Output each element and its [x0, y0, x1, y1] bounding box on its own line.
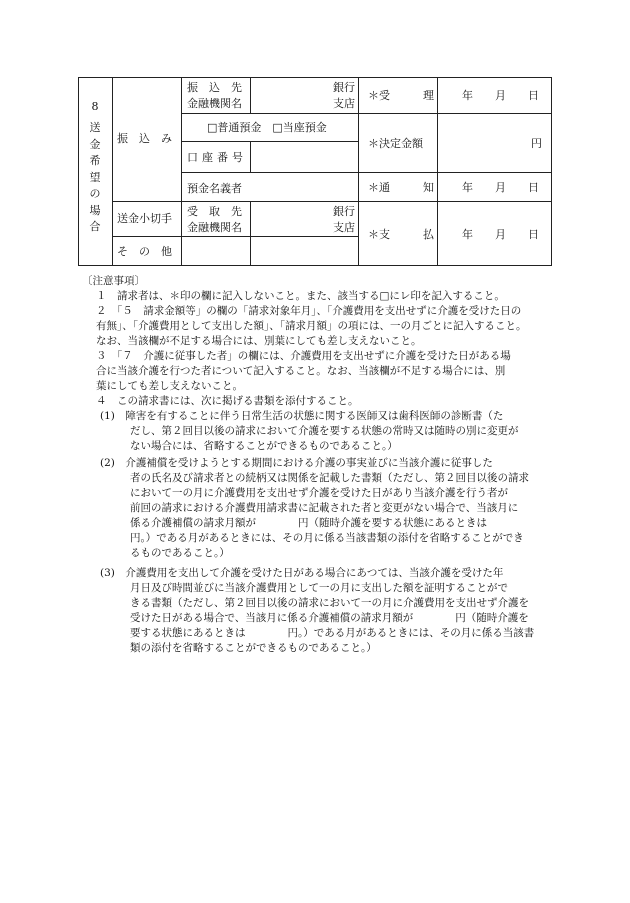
office-juri-date: 年 月 日 [462, 89, 539, 102]
table-hline [358, 172, 552, 173]
section-title-char: 場 [89, 203, 101, 217]
section-title-char: 希 [89, 154, 101, 167]
table-border-top [78, 77, 552, 78]
office-tsuchi-label: ＊通 知 [368, 181, 434, 194]
table-hline [112, 201, 359, 202]
note-line: だし、第２回目以後の請求において介護を要する状態の常時又は随時の別に変更が [130, 425, 519, 437]
section-title [78, 120, 112, 236]
furikomisaki-branch-suffix: 支店 [333, 97, 355, 110]
section-title-char: 合 [89, 220, 101, 233]
office-shiharai-date: 年 月 日 [462, 228, 539, 241]
note-line: 類の添付を省略することができるものであること。） [130, 642, 377, 654]
note-line: きる書類（ただし、第２回目以後の請求において一の月に介護費用を支出せず介護を [130, 597, 529, 609]
note-line: において一の月に介護費用を支出せず介護を受けた日があり当該介護を行う者が [130, 487, 508, 499]
table-vline [250, 141, 251, 172]
office-tsuchi-date: 年 月 日 [462, 181, 539, 194]
note-line: ３ 「７ 介護に従事した者」の欄には、介護費用を支出せずに介護を受けた日がある場 [96, 350, 511, 362]
table-vline [250, 77, 251, 113]
office-juri-label: ＊受 理 [368, 89, 434, 102]
note-line: 合に当該介護を行つた者について記入すること。なお、当該欄が不足する場合には、別 [96, 365, 506, 377]
note-line: ４ この請求書には、次に掲げる書類を添付すること。 [96, 395, 359, 407]
note-line: 前回の請求における介護費用請求書に記載された者と変更がない場合で、当該月に [130, 502, 519, 514]
furikomisaki-bank-suffix: 銀行 [333, 81, 355, 94]
note-line: 月日及び時間並びに当該介護費用として一の月に支出した額を証明することがで [130, 582, 508, 594]
account-holder-label: 預金名義者 [187, 182, 242, 195]
uketorisaki-label: 受 取 先 金融機関名 [187, 205, 242, 234]
office-kettei-label: ＊決定金額 [368, 137, 423, 150]
row-label-sonota: そ の 他 [117, 245, 172, 258]
note-line: なお、当該欄が不足する場合には、別葉にしても差し支えないこと。 [96, 335, 422, 347]
section-title-char: 送 [89, 121, 101, 134]
note-line: 葉にしても差し支えないこと。 [96, 380, 243, 392]
note-line: (3) 介護費用を支出して介護を受けた日がある場合にあつては、当該介護を受けた年 [100, 567, 504, 579]
note-line: (1) 障害を有することに伴う日常生活の状態に関する医師又は歯科医師の診断書（た [100, 410, 504, 422]
note-line: ２ 「５ 請求金額等」の欄の「請求対象年月」、「介護費用を支出せずに介護を受けた日の [96, 305, 522, 317]
note-line: 円。）である月があるときには、その月に係る当該書類の添付を省略することができ [130, 532, 524, 544]
account-type-checkboxes[interactable]: □普通預金 □当座預金 [207, 121, 327, 134]
note-line: るものであること。） [130, 547, 230, 559]
note-line: 者の氏名及び請求者との続柄又は関係を記載した書類（ただし、第２回目以後の請求 [130, 472, 529, 484]
account-number-label: 口座番号 [187, 151, 247, 164]
section-title-char: 金 [89, 137, 101, 151]
notes-header: 〔注意事項〕 [82, 275, 145, 287]
uketorisaki-branch-suffix: 支店 [333, 221, 355, 234]
note-line: ない場合には、省略することができるものであること。） [130, 440, 398, 452]
office-shiharai-label: ＊支 払 [368, 228, 434, 241]
note-line: 受けた日がある場合で、当該月に係る介護補償の請求月額が 円（随時介護を [130, 612, 529, 624]
table-hline [112, 236, 359, 237]
table-hline [358, 113, 552, 114]
table-hline [358, 201, 552, 202]
row-label-furikomi: 振 込 み [117, 132, 172, 145]
note-line: (2) 介護補償を受けようとする期間における介護の事実並びに当該介護に従事した [100, 457, 493, 469]
uketorisaki-bank-suffix: 銀行 [333, 205, 355, 218]
section-number: 8 [91, 100, 99, 113]
note-line: 係る介護補償の請求月額が 円（随時介護を要する状態にあるときは [130, 517, 487, 529]
table-hline [181, 141, 359, 142]
table-hline [181, 113, 359, 114]
table-hline [181, 172, 359, 173]
note-line: １ 請求者は、＊印の欄に記入しないこと。また、該当する□にレ印を記入すること。 [96, 290, 505, 302]
section-title-char: 望 [89, 170, 101, 184]
section-title-char: の [89, 187, 101, 200]
note-line: 要する状態にあるときは 円。）である月があるときには、その月に係る当該書 [130, 627, 535, 639]
table-vline [112, 77, 113, 266]
row-label-soukin-kogitte: 送金小切手 [117, 212, 172, 225]
note-line: 有無」、「介護費用として支出した額」、「請求月額」の項には、一の月ごとに記入すること。 [96, 320, 527, 332]
table-border-bottom [78, 265, 552, 266]
table-vline [250, 201, 251, 266]
office-kettei-yen: 円 [531, 137, 542, 150]
furikomisaki-label: 振 込 先 金融機関名 [187, 81, 242, 110]
